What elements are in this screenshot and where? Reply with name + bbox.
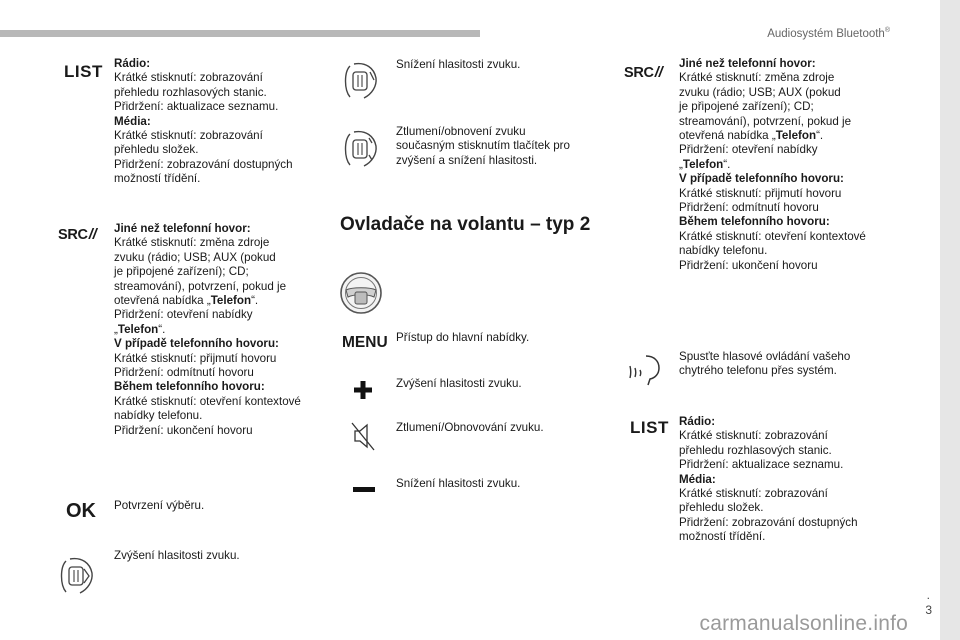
mute-description: Ztlumení/obnovení zvuku současným stisknutím tlačítek pro zvýšení a snížení hlasitosti. xyxy=(396,125,570,167)
text-line: přehledu složek. xyxy=(679,501,764,515)
volume-down-description: Snížení hlasitosti zvuku. xyxy=(396,58,521,71)
text-line: přehledu složek. xyxy=(114,143,199,157)
text-line: přehledu rozhlasových stanic. xyxy=(114,85,267,99)
mute2-description: Ztlumení/Obnovování zvuku. xyxy=(396,421,544,434)
text-line: Přidržení: aktualizace seznamu. xyxy=(114,100,279,114)
watermark: carmanualsonline.info xyxy=(699,612,908,635)
list-button-icon-2: LIST xyxy=(630,418,669,437)
radio-media-description-2 xyxy=(679,415,858,545)
src-button-icon-2: SRC// xyxy=(624,64,663,81)
text-line: Krátké stisknutí: zobrazování xyxy=(679,429,828,443)
text-line: možností třídění. xyxy=(114,172,201,186)
ok-button-icon: OK xyxy=(66,500,96,522)
volume-up-description: Zvýšení hlasitosti zvuku. xyxy=(114,549,240,562)
text-line: Krátké stisknutí: zobrazování xyxy=(679,487,828,501)
text-line: Přidržení: zobrazování dostupných xyxy=(679,515,858,529)
text-line: Krátké stisknutí: zobrazování xyxy=(114,129,263,143)
wheel-grip-mute-icon xyxy=(340,128,384,170)
text-line: Média: xyxy=(114,114,151,128)
radio-media-description xyxy=(114,57,293,187)
minus-icon xyxy=(353,486,375,494)
text-line: možností třídění. xyxy=(679,530,766,544)
mute-icon xyxy=(350,420,376,452)
voice-description: Spusťte hlasové ovládání vašeho chytrého telefonu přes systém. xyxy=(679,350,851,378)
plus-icon xyxy=(353,380,373,400)
text-line: Média: xyxy=(679,472,716,486)
list-button-icon: LIST xyxy=(64,62,103,81)
plus-description: Zvýšení hlasitosti zvuku. xyxy=(396,377,522,390)
source-phone-description: Jiné než telefonní hovor: Krátké stisknutí: změna zdroje zvuku (rádio; USB; AUX (pokud je připojené zařízení); CD; streamování), potvrzení, pokud je otevřená nabídka „Telefon“. Přidržení: otevření nabídky „Telefon“. V případě telefonního hovoru: Krátké stisknutí: přijmutí hovoru Přidržení: odmítnutí hovoru Během telefonního hovoru: Krátké stisknutí: otevření kontextové nabídky telefonu. Přidržení: ukončení hovoru xyxy=(114,222,301,437)
ok-description: Potvrzení výběru. xyxy=(114,499,205,512)
text-line: přehledu rozhlasových stanic. xyxy=(679,443,832,457)
text-line: Rádio: xyxy=(114,57,151,70)
text-line: Přidržení: aktualizace seznamu. xyxy=(679,458,844,472)
menu-description: Přístup do hlavní nabídky. xyxy=(396,331,530,344)
src-button-icon: SRC// xyxy=(58,226,97,243)
page-edge-strip xyxy=(940,0,960,640)
voice-command-icon xyxy=(626,352,666,388)
text-line: Rádio: xyxy=(679,415,716,428)
menu-button-icon: MENU xyxy=(342,334,388,351)
page-number: 3 xyxy=(925,603,932,617)
source-phone-description-2: Jiné než telefonní hovor: Krátké stisknutí: změna zdroje zvuku (rádio; USB; AUX (pokud je připojené zařízení); CD; streamování), potvrzení, pokud je otevřená nabídka „Telefon“. Přidržení: otevření nabídky „Telefon“. V případě telefonního hovoru: Krátké stisknutí: přijmutí hovoru Přidržení: odmítnutí hovoru Během telefonního hovoru: Krátké stisknutí: otevření kontextové nabídky telefonu. Přidržení: ukončení hovoru xyxy=(679,57,866,272)
page-header-title: Audiosystém Bluetooth® xyxy=(767,27,890,40)
section-heading: Ovladače na volantu – typ 2 xyxy=(340,214,591,235)
minus-description: Snížení hlasitosti zvuku. xyxy=(396,477,521,490)
wheel-grip-icon xyxy=(56,555,100,597)
steering-wheel-icon xyxy=(338,270,384,316)
page-dots: . xyxy=(926,588,930,602)
text-line: Krátké stisknutí: zobrazování xyxy=(114,71,263,85)
text-line: Přidržení: zobrazování dostupných xyxy=(114,157,293,171)
wheel-grip-volume-down-icon xyxy=(340,60,384,102)
header-bar xyxy=(0,30,480,37)
